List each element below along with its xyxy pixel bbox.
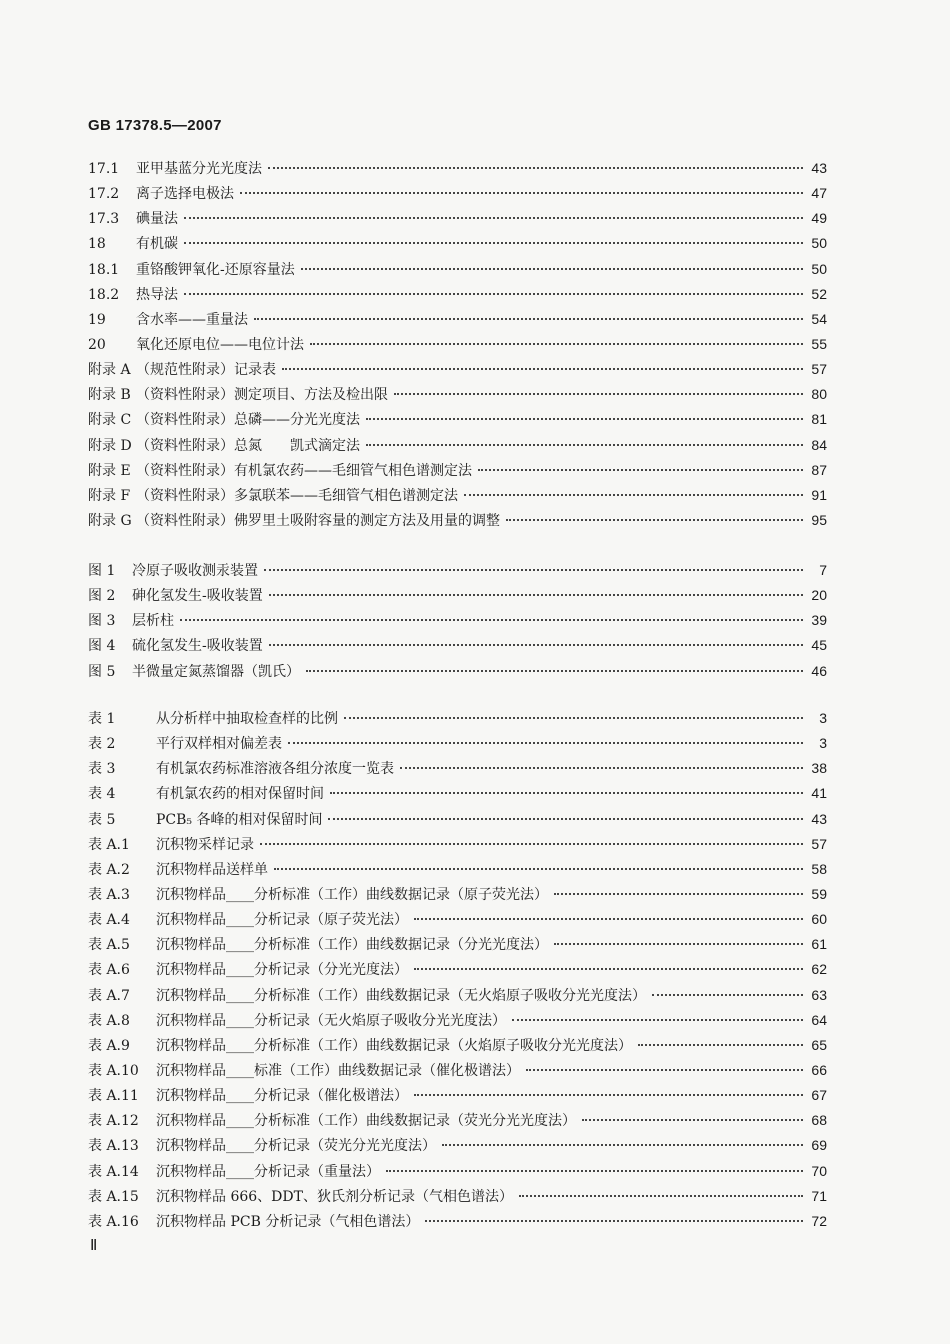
toc-entry-page: 72 [811, 1212, 827, 1229]
toc-entry-number: 表 A.3 [88, 886, 130, 903]
toc-entry-number: 表 A.6 [88, 962, 130, 979]
toc-leader-dots [526, 1069, 803, 1071]
toc-leader-dots [414, 918, 803, 920]
toc-entry-page: 84 [811, 436, 827, 453]
toc-entry-number: 附录 G [88, 512, 132, 529]
toc-entry[interactable] [88, 460, 827, 485]
toc-entry[interactable] [88, 183, 827, 208]
toc-entry-page: 60 [811, 911, 827, 928]
toc-entry[interactable] [88, 1035, 827, 1060]
toc-entry[interactable] [88, 585, 827, 610]
toc-entry-title: 砷化氢发生-吸收装置 [132, 588, 263, 605]
toc-entry-title: 亚甲基蓝分光光度法 [136, 161, 262, 177]
toc-entry[interactable] [88, 359, 827, 384]
toc-entry-number: 表 A.9 [88, 1037, 130, 1054]
toc-leader-dots [330, 792, 803, 794]
toc-entry-number: 图 4 [88, 638, 116, 655]
toc-entry[interactable] [88, 708, 827, 733]
standard-number-header: GB 17378.5—2007 [88, 117, 222, 134]
toc-entry-title: 沉积物样品____分析记录（重量法） [156, 1163, 380, 1180]
toc-leader-dots [366, 418, 803, 420]
page-number-footer: Ⅱ [90, 1238, 98, 1254]
toc-entry-title: 沉积物样品 PCB 分析记录（气相色谱法） [156, 1213, 420, 1230]
toc-entry[interactable] [88, 610, 827, 635]
toc-entry-title: 有机碳 [136, 236, 178, 253]
toc-entry-title: 沉积物样品____分析标准（工作）曲线数据记录（火焰原子吸收分光光度法） [156, 1037, 632, 1054]
toc-entry-title: 碘量法 [136, 211, 178, 228]
toc-entry[interactable] [88, 259, 827, 284]
toc-entry-title: 沉积物采样记录 [156, 836, 254, 853]
toc-entry-page: 65 [811, 1036, 827, 1053]
toc-entry-page: 81 [811, 411, 827, 428]
toc-entry-page: 57 [811, 361, 827, 378]
toc-tables [88, 708, 827, 1236]
toc-entry-title: 沉积物样品____分析标准（工作）曲线数据记录（原子荧光法） [156, 886, 548, 903]
toc-entry-title: 沉积物样品送样单 [156, 861, 268, 878]
toc-entry[interactable] [88, 233, 827, 258]
toc-entry-page: 59 [811, 885, 827, 902]
toc-entry[interactable] [88, 809, 827, 834]
toc-entry-number: 表 2 [88, 736, 116, 753]
toc-entry-page: 95 [811, 511, 827, 528]
toc-entry-page: 91 [811, 486, 827, 503]
toc-entry-page: 3 [819, 710, 827, 726]
toc-leader-dots [268, 167, 803, 169]
toc-entry-number: 20 [88, 336, 106, 353]
toc-figures [88, 560, 827, 686]
toc-leader-dots [464, 494, 803, 496]
toc-entry-page: 61 [811, 936, 827, 953]
toc-leader-dots [184, 242, 803, 244]
toc-leader-dots [184, 217, 803, 219]
toc-entry-number: 表 A.16 [88, 1213, 139, 1230]
toc-entry[interactable] [88, 1060, 827, 1085]
toc-entry-page: 52 [811, 285, 827, 302]
toc-entry-title: 层析柱 [132, 613, 174, 630]
toc-entry[interactable] [88, 758, 827, 783]
toc-entry-number: 附录 C [88, 412, 132, 429]
toc-entry-page: 45 [811, 637, 827, 654]
toc-entry-page: 70 [811, 1162, 827, 1179]
toc-leader-dots [288, 742, 803, 744]
toc-entry[interactable] [88, 1085, 827, 1110]
toc-entry-title: 冷原子吸收测汞装置 [132, 563, 258, 579]
toc-entry-number: 18.1 [88, 261, 120, 278]
toc-entry[interactable] [88, 859, 827, 884]
toc-entry-number: 表 A.12 [88, 1113, 139, 1130]
toc-entry-number: 图 5 [88, 663, 116, 680]
toc-entry-page: 20 [811, 587, 827, 604]
toc-entry[interactable] [88, 409, 827, 434]
toc-entry-number: 表 1 [88, 711, 116, 727]
toc-entry-page: 64 [811, 1011, 827, 1028]
toc-entry-number: 附录 F [88, 487, 131, 504]
toc-entry-page: 67 [811, 1087, 827, 1104]
toc-entry-number: 表 A.14 [88, 1163, 139, 1180]
toc-entry[interactable] [88, 1135, 827, 1160]
toc-entry[interactable] [88, 1010, 827, 1035]
toc-leader-dots [414, 968, 803, 970]
toc-leader-dots [344, 717, 803, 719]
toc-entry-title: 半微量定氮蒸馏器（凯氏） [132, 663, 300, 680]
toc-leader-dots [310, 343, 803, 345]
toc-entry[interactable] [88, 435, 827, 460]
toc-entry[interactable] [88, 208, 827, 233]
toc-entry[interactable] [88, 1211, 827, 1236]
toc-leader-dots [264, 569, 803, 571]
toc-entry[interactable] [88, 560, 827, 585]
toc-entry-title: （资料性附录）有机氯农药——毛细管气相色谱测定法 [136, 462, 472, 479]
toc-entry-page: 87 [811, 461, 827, 478]
toc-entry-page: 7 [819, 562, 827, 578]
toc-entry-title: 平行双样相对偏差表 [156, 736, 282, 753]
toc-entry-number: 表 A.4 [88, 912, 130, 929]
toc-leader-dots [306, 670, 803, 672]
toc-entry-number: 表 A.5 [88, 937, 130, 954]
toc-entry-number: 附录 D [88, 437, 132, 454]
toc-entry-number: 图 3 [88, 613, 116, 630]
toc-entry[interactable] [88, 1161, 827, 1186]
toc-leader-dots [425, 1220, 803, 1222]
toc-entry[interactable] [88, 158, 827, 183]
toc-entry-page: 63 [811, 986, 827, 1003]
toc-leader-dots [554, 893, 803, 895]
toc-entry-title: 含水率——重量法 [136, 311, 248, 328]
toc-leader-dots [269, 644, 803, 646]
toc-entry-number: 表 A.13 [88, 1138, 139, 1155]
toc-entry-title: （资料性附录）总磷——分光光度法 [136, 412, 360, 429]
toc-entry-page: 3 [819, 735, 827, 752]
toc-entry-title: 热导法 [136, 286, 178, 303]
toc-entry-title: （资料性附录）多氯联苯——毛细管气相色谱测定法 [136, 487, 458, 504]
toc-entry[interactable] [88, 635, 827, 660]
toc-entry-page: 80 [811, 386, 827, 403]
toc-leader-dots [240, 192, 803, 194]
toc-leader-dots [180, 619, 803, 621]
toc-entry-title: 沉积物样品____分析标准（工作）曲线数据记录（无火焰原子吸收分光光度法） [156, 987, 646, 1004]
toc-entry-title: 有机氯农药的相对保留时间 [156, 786, 324, 803]
toc-entry-number: 表 A.15 [88, 1188, 139, 1205]
toc-entry-title: 沉积物样品____分析记录（催化极谱法） [156, 1088, 408, 1105]
toc-entry[interactable] [88, 485, 827, 510]
toc-entry-number: 表 A.2 [88, 861, 130, 878]
toc-entry-number: 表 A.10 [88, 1062, 139, 1079]
toc-leader-dots [554, 943, 803, 945]
toc-leader-dots [478, 469, 803, 471]
toc-entry-page: 47 [811, 185, 827, 202]
toc-entry-number: 18 [88, 236, 106, 253]
toc-entry-title: 沉积物样品____分析标准（工作）曲线数据记录（荧光分光光度法） [156, 1113, 576, 1130]
toc-entry[interactable] [88, 733, 827, 758]
toc-leader-dots [260, 843, 803, 845]
toc-entry-title: 沉积物样品____分析标准（工作）曲线数据记录（分光光度法） [156, 937, 548, 954]
toc-entry-number: 表 A.1 [88, 836, 130, 853]
toc-entry-page: 57 [811, 835, 827, 852]
toc-entry-number: 附录 E [88, 462, 131, 479]
toc-leader-dots [394, 393, 803, 395]
toc-leader-dots [652, 994, 803, 996]
toc-leader-dots [274, 868, 803, 870]
toc-entry-number: 表 3 [88, 761, 116, 778]
toc-entry[interactable] [88, 934, 827, 959]
toc-entry-page: 46 [811, 662, 827, 679]
toc-entry[interactable] [88, 510, 827, 535]
toc-leader-dots [184, 293, 803, 295]
toc-leader-dots [414, 1094, 803, 1096]
toc-entry-number: 19 [88, 311, 106, 328]
toc-entry-page: 43 [811, 160, 827, 176]
toc-entry-title: 沉积物样品____分析记录（荧光分光光度法） [156, 1138, 436, 1155]
toc-entry-title: 离子选择电极法 [136, 186, 234, 203]
toc-leader-dots [328, 818, 803, 820]
toc-entry[interactable] [88, 783, 827, 808]
toc-entry-number: 表 A.8 [88, 1012, 130, 1029]
toc-entry[interactable] [88, 384, 827, 409]
toc-entry-number: 图 1 [88, 563, 116, 579]
toc-entry-title: （资料性附录）总氮 凯式滴定法 [136, 437, 360, 454]
toc-entry-title: 有机氯农药标准溶液各组分浓度一览表 [156, 761, 394, 778]
toc-leader-dots [519, 1195, 803, 1197]
toc-entry-title: （资料性附录）测定项目、方法及检出限 [136, 387, 388, 404]
toc-entry[interactable] [88, 834, 827, 859]
toc-entry-title: 沉积物样品____分析记录（分光光度法） [156, 962, 408, 979]
toc-entry-page: 62 [811, 961, 827, 978]
toc-leader-dots [386, 1170, 803, 1172]
toc-entry-page: 58 [811, 860, 827, 877]
toc-entry-number: 18.2 [88, 286, 120, 303]
toc-entry-title: 从分析样中抽取检查样的比例 [156, 711, 338, 727]
toc-entry[interactable] [88, 334, 827, 359]
toc-leader-dots [366, 444, 803, 446]
toc-entry-number: 表 A.7 [88, 987, 130, 1004]
toc-entry[interactable] [88, 284, 827, 309]
toc-entry[interactable] [88, 661, 827, 686]
toc-entry-page: 55 [811, 335, 827, 352]
toc-entry-title: 硫化氢发生-吸收装置 [132, 638, 263, 655]
toc-entry[interactable] [88, 909, 827, 934]
toc-leader-dots [400, 767, 803, 769]
toc-entry-page: 39 [811, 612, 827, 629]
toc-entry[interactable] [88, 1186, 827, 1211]
toc-entry-page: 49 [811, 210, 827, 227]
toc-entry[interactable] [88, 959, 827, 984]
toc-entry-page: 41 [811, 785, 827, 802]
toc-entry-page: 66 [811, 1061, 827, 1078]
toc-entry-page: 71 [811, 1187, 827, 1204]
toc-sections [88, 158, 827, 535]
toc-leader-dots [301, 268, 803, 270]
toc-entry[interactable] [88, 985, 827, 1010]
toc-entry-number: 图 2 [88, 588, 116, 605]
toc-entry-page: 43 [811, 810, 827, 827]
toc-leader-dots [582, 1119, 803, 1121]
toc-entry-title: （规范性附录）记录表 [136, 362, 276, 379]
toc-entry-number: 17.3 [88, 211, 120, 228]
toc-entry-title: 沉积物样品____分析记录（无火焰原子吸收分光光度法） [156, 1012, 506, 1029]
toc-entry-number: 表 4 [88, 786, 116, 803]
toc-entry-number: 附录 B [88, 387, 131, 404]
toc-entry[interactable] [88, 1110, 827, 1135]
toc-entry-title: 沉积物样品 666、DDT、狄氏剂分析记录（气相色谱法） [156, 1188, 513, 1205]
toc-leader-dots [638, 1044, 803, 1046]
toc-leader-dots [254, 318, 803, 320]
toc-entry-page: 38 [811, 760, 827, 777]
toc-entry-page: 54 [811, 310, 827, 327]
toc-entry-title: 重铬酸钾氧化-还原容量法 [136, 261, 295, 278]
toc-entry-title: 沉积物样品____分析记录（原子荧光法） [156, 912, 408, 929]
toc-entry-number: 表 5 [88, 811, 116, 828]
toc-entry-title: 氧化还原电位——电位计法 [136, 336, 304, 353]
toc-entry-number: 表 A.11 [88, 1088, 139, 1105]
toc-leader-dots [282, 368, 803, 370]
toc-entry-page: 69 [811, 1137, 827, 1154]
toc-entry-page: 50 [811, 235, 827, 252]
toc-leader-dots [442, 1144, 803, 1146]
toc-entry-number: 17.1 [88, 161, 120, 177]
toc-leader-dots [269, 594, 803, 596]
toc-entry[interactable] [88, 309, 827, 334]
toc-leader-dots [506, 519, 803, 521]
toc-entry-number: 17.2 [88, 186, 120, 203]
toc-entry-page: 68 [811, 1112, 827, 1129]
toc-entry-title: （资料性附录）佛罗里土吸附容量的测定方法及用量的调整 [136, 512, 500, 529]
toc-entry[interactable] [88, 884, 827, 909]
toc-entry-title: PCB₅ 各峰的相对保留时间 [156, 811, 323, 828]
toc-entry-page: 50 [811, 260, 827, 277]
toc-entry-number: 附录 A [88, 362, 131, 379]
toc-entry-title: 沉积物样品____标准（工作）曲线数据记录（催化极谱法） [156, 1062, 520, 1079]
toc-leader-dots [512, 1019, 803, 1021]
